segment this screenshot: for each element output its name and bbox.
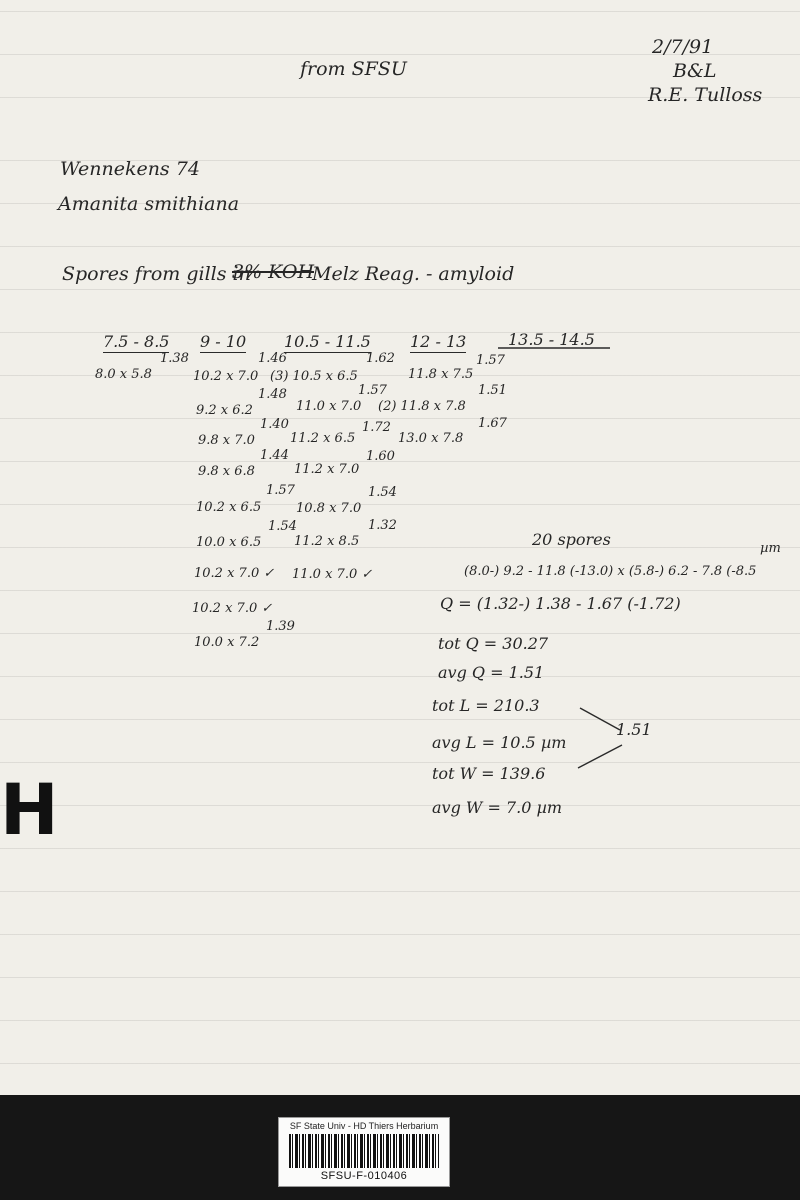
column-header: 9 - 10: [200, 332, 247, 351]
q-value: 1.72: [362, 420, 391, 435]
q-value: 1.38: [160, 351, 189, 366]
species-name: Amanita smithiana: [58, 193, 240, 215]
column-header: 13.5 - 14.5: [508, 330, 595, 349]
spore-measurement: 9.8 x 7.0: [198, 433, 255, 448]
spore-measurement: (3) 10.5 x 6.5: [270, 369, 358, 384]
edge-ink-mark: H: [0, 769, 59, 851]
spore-measurement: 10.2 x 7.0 ✓: [194, 566, 275, 581]
accession-number: SFSU-F-010406: [320, 1170, 408, 1182]
q-value: 1.67: [478, 416, 507, 431]
spore-measurement: 11.0 x 7.0: [296, 399, 362, 414]
side-q-value: 1.51: [616, 720, 652, 739]
q-range: Q = (1.32-) 1.38 - 1.67 (-1.72): [440, 594, 681, 613]
average-q: avg Q = 1.51: [438, 663, 545, 682]
average-width: avg W = 7.0 µm: [432, 798, 563, 817]
column-header: 10.5 - 11.5: [284, 332, 371, 351]
q-value: 1.39: [266, 619, 295, 634]
spore-measurement: 10.2 x 6.5: [196, 500, 262, 515]
q-value: 1.57: [476, 353, 505, 368]
total-length: tot L = 210.3: [432, 696, 540, 715]
barcode: [289, 1134, 439, 1168]
connector-line: [580, 708, 620, 730]
spore-measurement: 10.0 x 7.2: [194, 635, 260, 650]
method-prefix: Spores from gills in: [62, 263, 251, 285]
spore-measurement: 11.0 x 7.0 ✓: [292, 567, 373, 582]
reagent-note: Melz Reag. - amyloid: [312, 263, 515, 285]
spore-measurement: 10.2 x 7.0 ✓: [192, 601, 273, 616]
q-value: 1.51: [478, 383, 507, 398]
total-q: tot Q = 30.27: [438, 634, 549, 653]
source-note: from SFSU: [300, 58, 407, 80]
herbarium-barcode-label: [278, 1117, 450, 1187]
spore-measurement: 9.8 x 6.8: [198, 464, 255, 479]
average-length: avg L = 10.5 µm: [432, 733, 567, 752]
spore-measurement: 11.2 x 6.5: [290, 431, 356, 446]
spore-measurement: 11.2 x 7.0: [294, 462, 360, 477]
connector-line: [578, 745, 622, 768]
q-value: 1.60: [366, 449, 395, 464]
q-value: 1.40: [260, 417, 289, 432]
date: 2/7/91: [652, 36, 714, 58]
q-value: 1.57: [358, 383, 387, 398]
institution-name: SF State Univ - HD Thiers Herbarium: [289, 1121, 439, 1131]
q-value: 1.44: [260, 448, 289, 463]
spore-measurement: 10.2 x 7.0: [193, 369, 259, 384]
unit-label: µm: [760, 541, 781, 556]
spore-measurement: 11.2 x 8.5: [294, 534, 360, 549]
q-value: 1.54: [368, 485, 397, 500]
author-name: R.E. Tulloss: [648, 84, 763, 106]
spore-measurement: 10.8 x 7.0: [296, 501, 362, 516]
spore-count: 20 spores: [532, 530, 611, 549]
spore-measurement: 13.0 x 7.8: [398, 431, 464, 446]
q-value: 1.32: [368, 518, 397, 533]
spore-measurement: 8.0 x 5.8: [95, 367, 152, 382]
spore-measurement: (2) 11.8 x 7.8: [378, 399, 466, 414]
spore-measurement: 10.0 x 6.5: [196, 535, 262, 550]
q-value: 1.62: [366, 351, 395, 366]
spore-measurement: 11.8 x 7.5: [408, 367, 474, 382]
q-value: 1.46: [258, 351, 287, 366]
q-value: 1.48: [258, 387, 287, 402]
collector-number: Wennekens 74: [60, 158, 200, 180]
struck-reagent: 3% KOH: [232, 261, 315, 283]
spore-measurement: 9.2 x 6.2: [196, 403, 253, 418]
total-width: tot W = 139.6: [432, 764, 546, 783]
spore-size-range: (8.0-) 9.2 - 11.8 (-13.0) x (5.8-) 6.2 - 7.8 (-8.5: [464, 564, 757, 579]
column-header: 12 - 13: [410, 332, 467, 351]
initials: B&L: [673, 60, 717, 82]
q-value: 1.57: [266, 483, 295, 498]
q-value: 1.54: [268, 519, 297, 534]
column-header: 7.5 - 8.5: [103, 332, 170, 351]
